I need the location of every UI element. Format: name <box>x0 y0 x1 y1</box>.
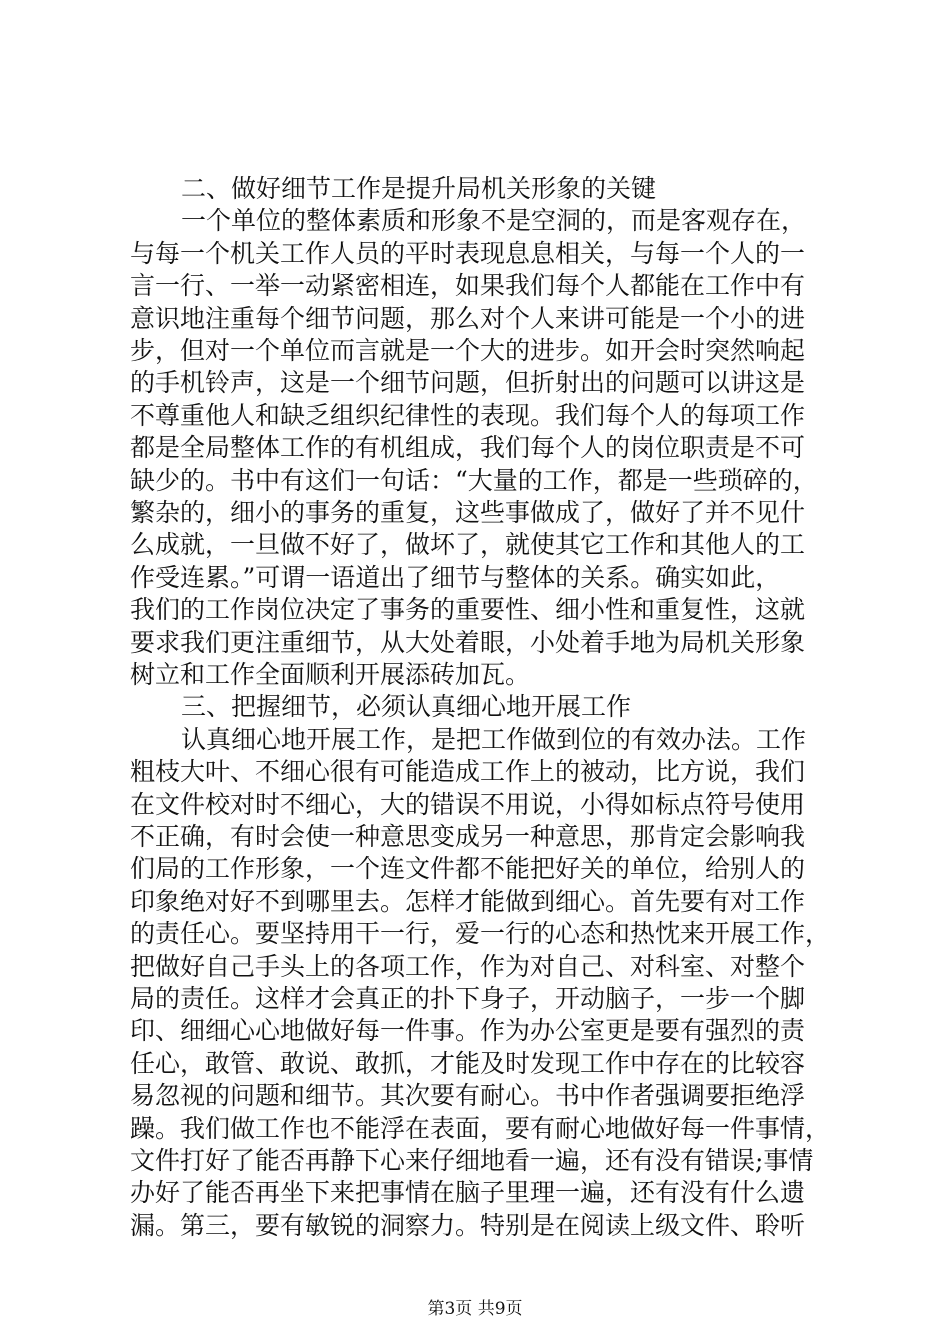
paragraph-line: 与每一个机关工作人员的平时表现息息相关，与每一个人的一 <box>130 239 806 268</box>
paragraph-line: 繁杂的，细小的事务的重复，这些事做成了，做好了并不见什 <box>130 498 806 527</box>
paragraph-line: 言一行、一举一动紧密相连，如果我们每个人都能在工作中有 <box>130 271 806 300</box>
page-number-footer: 第3页 共9页 <box>427 1299 523 1319</box>
paragraph-line: 一个单位的整体素质和形象不是空洞的，而是客观存在， <box>181 206 807 235</box>
paragraph-line: 印、细细心心地做好每一件事。作为办公室更是要有强烈的责 <box>130 1016 806 1045</box>
paragraph-line: 都是全局整体工作的有机组成，我们每个人的岗位职责是不可 <box>130 433 806 462</box>
paragraph-line: 的责任心。要坚持用干一行，爱一行的心态和热忱来开展工作， <box>130 919 831 948</box>
paragraph-line: 不尊重他人和缺乏组织纪律性的表现。我们每个人的每项工作 <box>130 401 806 430</box>
paragraph-line: 么成就，一旦做不好了，做坏了，就使其它工作和其他人的工 <box>130 530 806 559</box>
paragraph-line: 要求我们更注重细节，从大处着眼，小处着手地为局机关形象 <box>130 628 806 657</box>
paragraph-line: 的手机铃声，这是一个细节问题，但折射出的问题可以讲这是 <box>130 368 806 397</box>
paragraph-line: 局的责任。这样才会真正的扑下身子，开动脑子，一步一个脚 <box>130 984 806 1013</box>
section-heading-2: 二、做好细节工作是提升局机关形象的关键 <box>181 174 657 203</box>
paragraph-line: 我们的工作岗位决定了事务的重要性、细小性和重复性，这就 <box>130 595 806 624</box>
paragraph-line: 作受连累。”可谓一语道出了细节与整体的关系。确实如此， <box>130 563 781 592</box>
paragraph-line: 印象绝对好不到哪里去。怎样才能做到细心。首先要有对工作 <box>130 887 806 916</box>
paragraph-line: 缺少的。书中有这们一句话：“大量的工作，都是一些琐碎的， <box>130 466 818 495</box>
paragraph-line: 任心，敢管、敢说、敢抓，才能及时发现工作中存在的比较容 <box>130 1049 806 1078</box>
paragraph-line: 漏。第三，要有敏锐的洞察力。特别是在阅读上级文件、聆听 <box>130 1211 806 1240</box>
paragraph-line: 步，但对一个单位而言就是一个大的进步。如开会时突然响起 <box>130 336 806 365</box>
paragraph-line: 们局的工作形象，一个连文件都不能把好关的单位，给别人的 <box>130 854 806 883</box>
paragraph-line: 办好了能否再坐下来把事情在脑子里理一遍，还有没有什么遗 <box>130 1178 806 1207</box>
paragraph-line: 把做好自己手头上的各项工作，作为对自己、对科室、对整个 <box>130 952 806 981</box>
paragraph-line: 文件打好了能否再静下心来仔细地看一遍，还有没有错误;事情 <box>130 1146 814 1175</box>
paragraph-line: 粗枝大叶、不细心很有可能造成工作上的被动，比方说，我们 <box>130 757 806 786</box>
paragraph-line: 认真细心地开展工作，是把工作做到位的有效办法。工作 <box>181 725 807 754</box>
paragraph-line: 意识地注重每个细节问题，那么对个人来讲可能是一个小的进 <box>130 304 806 333</box>
paragraph-line: 树立和工作全面顺利开展添砖加瓦。 <box>130 660 531 689</box>
paragraph-line: 易忽视的问题和细节。其次要有耐心。书中作者强调要拒绝浮 <box>130 1081 806 1110</box>
section-heading-3: 三、把握细节，必须认真细心地开展工作 <box>181 692 632 721</box>
paragraph-line: 不正确，有时会使一种意思变成另一种意思，那肯定会影响我 <box>130 822 806 851</box>
paragraph-line: 躁。我们做工作也不能浮在表面，要有耐心地做好每一件事情， <box>130 1114 831 1143</box>
paragraph-line: 在文件校对时不细心，大的错误不用说，小得如标点符号使用 <box>130 790 806 819</box>
